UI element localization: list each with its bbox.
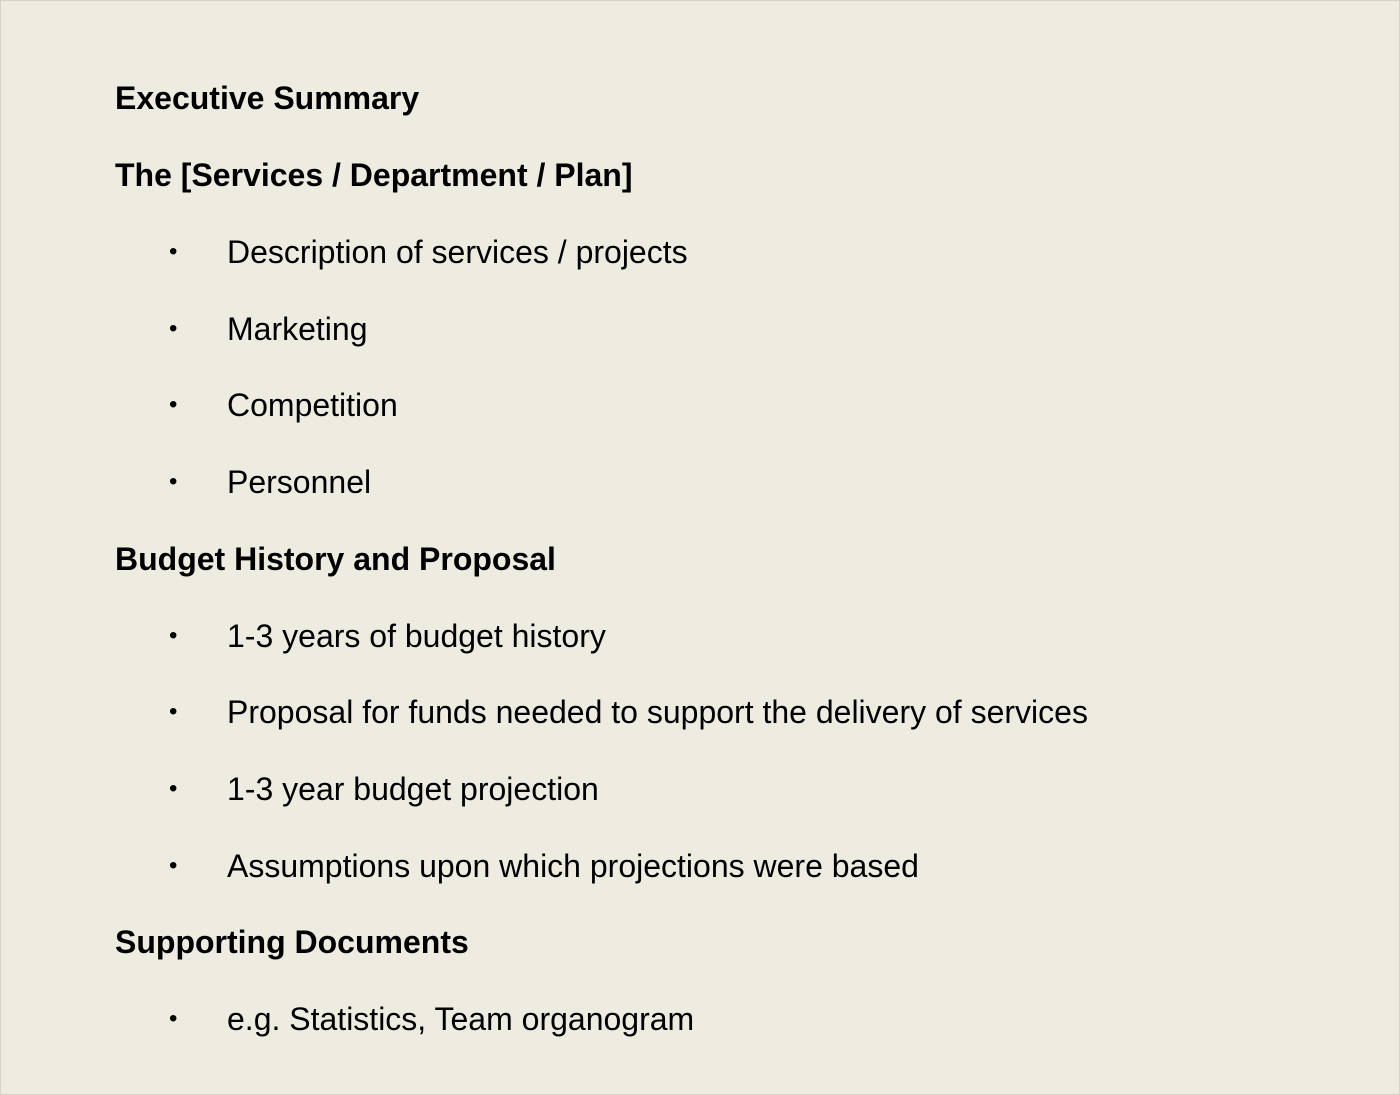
list-item-text: Personnel [227,464,372,500]
bullet-icon: • [169,622,178,649]
list-item [169,1001,694,1037]
list-item-text: e.g. Statistics, Team organogram [227,1001,695,1037]
bullet-icon: • [169,775,178,802]
list-item-text: Proposal for funds needed to support the delivery of services [227,694,1088,730]
list-item [169,771,599,807]
section-heading-budget: Budget History and Proposal [115,541,556,577]
bullet-icon: • [169,1005,178,1032]
list-item [169,387,398,423]
list-item-text: Assumptions upon which projections were based [227,848,919,884]
bullet-icon: • [169,315,178,342]
list-item [169,694,1088,730]
bullet-icon: • [169,391,178,418]
list-item [169,464,371,500]
list-item [169,234,688,270]
list-item-text: Description of services / projects [227,234,688,270]
bullet-icon: • [169,468,178,495]
bullet-icon: • [169,852,178,879]
list-item-text: Competition [227,387,398,423]
section-heading-services: The [Services / Department / Plan] [115,157,633,193]
list-item [169,618,606,654]
list-item-text: Marketing [227,311,368,347]
bullet-icon: • [169,698,178,725]
list-item-text: 1-3 year budget projection [227,771,599,807]
list-item [169,311,368,347]
list-item-text: 1-3 years of budget history [227,618,606,654]
section-heading-supporting-documents: Supporting Documents [115,924,469,960]
section-heading-executive-summary: Executive Summary [115,80,420,116]
bullet-icon: • [169,238,178,265]
list-item [169,848,919,884]
